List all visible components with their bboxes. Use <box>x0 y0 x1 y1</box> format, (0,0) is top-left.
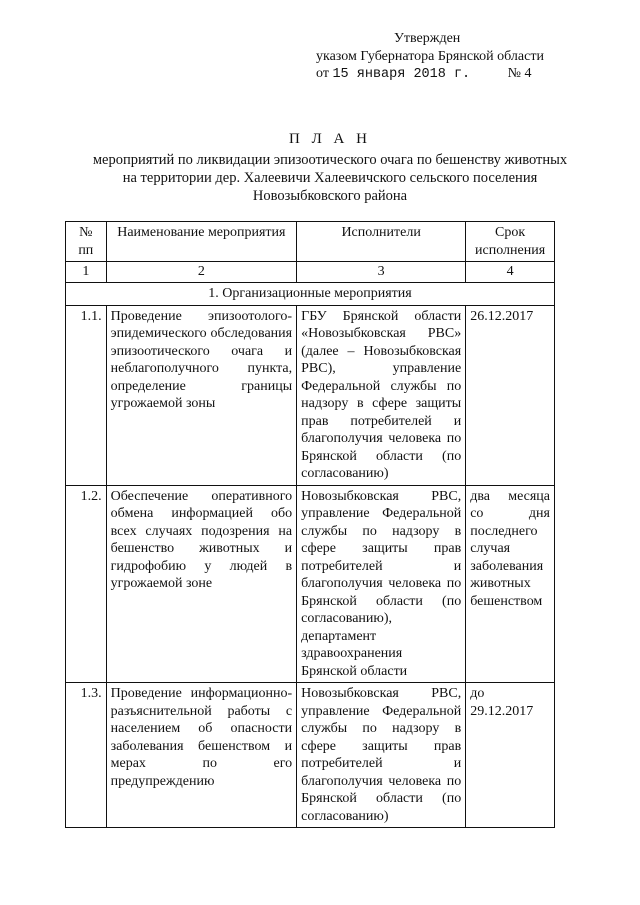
approval-date-prefix: от <box>316 66 329 81</box>
row-deadline: 26.12.2017 <box>466 305 555 485</box>
table-index-row <box>66 262 555 283</box>
index-cell: 3 <box>297 262 466 283</box>
row-executors: Новозыбковская РВС, управление Федеральной службы по надзору в сфере защиты прав потребителей и благополучия человека по Брянской области (по согласованию) <box>297 683 466 828</box>
header-name: Наименование мероприятия <box>106 222 296 262</box>
row-executors: ГБУ Брянской области «Новозыбковская РВС» (далее – Новозыбковская РВС), управление Федеральной службы по надзору в сфере защиты прав потребителей и благополучия человека по Брянской области (по согласованию) <box>297 305 466 485</box>
title-line-3: Новозыбковского района <box>252 188 408 204</box>
section-row <box>66 283 555 306</box>
row-name: Обеспечение оперативного обмена информацией обо всех случаях подозрения на бешенство животных и гидрофобию у людей в угрожаемой зоне <box>106 485 296 683</box>
approval-date-line <box>316 65 616 84</box>
row-name: Проведение информационно-разъяснительной работы с населением об опасности заболевания бешенством и мерах по его предупреждению <box>106 683 296 828</box>
row-number: 1.2. <box>66 485 107 683</box>
row-name: Проведение эпизоотолого-эпидемического обследования эпизоотического очага и неблагополучного пункта, определение границы угрожаемой зоны <box>106 305 296 485</box>
table-row <box>66 683 555 828</box>
row-deadline: до 29.12.2017 <box>466 683 555 828</box>
header-deadline: Срок исполнения <box>466 222 555 262</box>
title-line-1: мероприятий по ликвидации эпизоотического очага по бешенству животных <box>92 152 568 168</box>
row-executors: Новозыбковская РВС, управление Федеральной службы по надзору в сфере защиты прав потребителей и благополучия человека по Брянской области (по согласованию), департамент здравоохранения Брянской области <box>297 485 466 683</box>
table-row <box>66 485 555 683</box>
row-deadline: два месяца со дня последнего случая заболевания животных бешенством <box>466 485 555 683</box>
header-number: № пп <box>66 222 107 262</box>
header-executors: Исполнители <box>297 222 466 262</box>
title-line-2: на территории дер. Халеевичи Халеевичского сельского поселения <box>122 170 538 186</box>
approval-title: Утвержден <box>394 31 461 46</box>
index-cell: 4 <box>466 262 555 283</box>
index-cell: 1 <box>66 262 107 283</box>
row-number: 1.3. <box>66 683 107 828</box>
plan-table <box>65 221 555 828</box>
document-title <box>40 130 620 205</box>
approval-block <box>316 30 616 84</box>
approval-number: № 4 <box>507 66 532 81</box>
table-row <box>66 305 555 485</box>
index-cell: 2 <box>106 262 296 283</box>
section-title: 1. Организационные мероприятия <box>66 283 555 306</box>
plan-heading: П Л А Н <box>289 131 371 147</box>
table-header-row <box>66 222 555 262</box>
approval-date: 15 января 2018 г. <box>332 67 471 82</box>
row-number: 1.1. <box>66 305 107 485</box>
approval-decree: указом Губернатора Брянской области <box>316 48 544 64</box>
